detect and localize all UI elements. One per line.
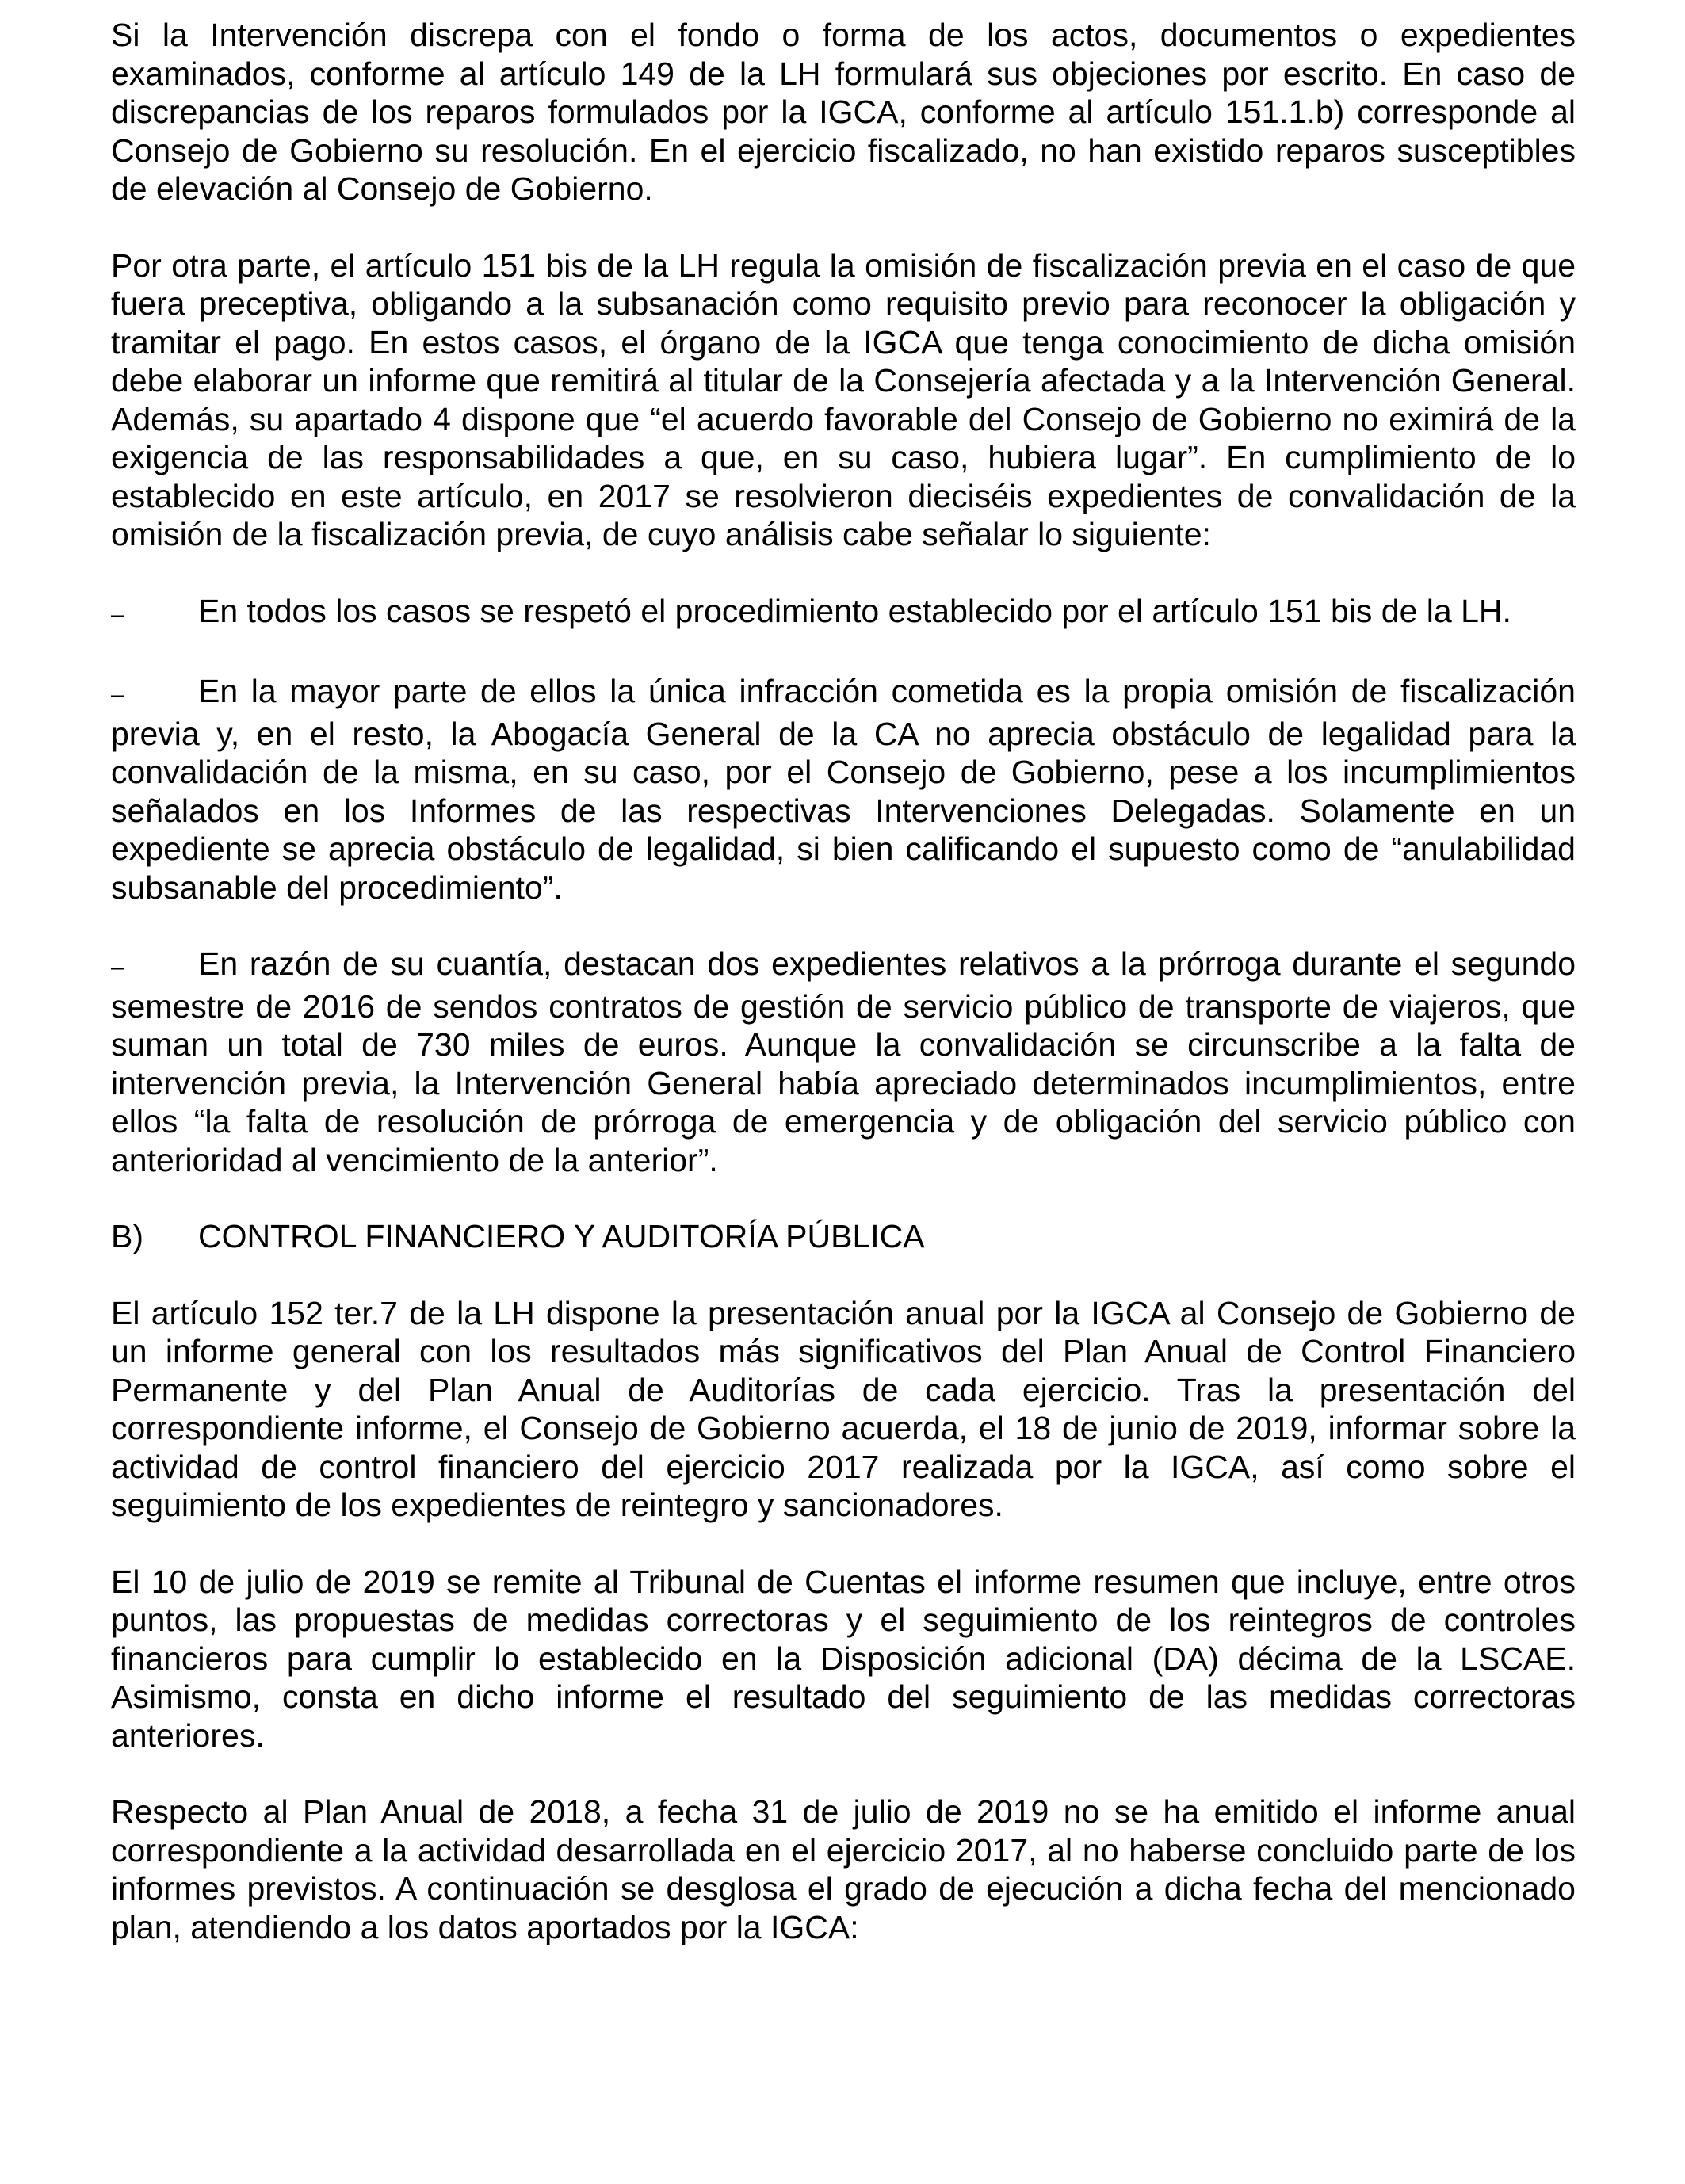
bullet-text: En razón de su cuantía, destacan dos expedientes relativos a la prórroga durante el segundo semestre de 2016 de sendos contratos de gestión de servicio público de transporte de viajeros, que suman un total de 730 miles de euros. Aunque la convalidación se circunscribe a la falta de intervención previa, la Intervención General había apreciado determinados incumplimientos, entre ellos “la falta de resolución de prórroga de emergencia y de obligación del servicio público con anterioridad al vencimiento de la anterior”. — [111, 945, 1576, 1178]
section-title: CONTROL FINANCIERO Y AUDITORÍA PÚBLICA — [198, 1218, 925, 1254]
bullet-dash: – — [111, 682, 124, 708]
list-item — [111, 592, 1576, 635]
bullet-text: En la mayor parte de ellos la única infracción cometida es la propia omisión de fiscalización previa y, en el resto, la Abogacía General de la CA no aprecia obstáculo de legalidad para la convalidación de la misma, en su caso, por el Consejo de Gobierno, pese a los incumplimientos señalados en los Informes de las respectivas Intervenciones Delegadas. Solamente en un expediente se aprecia obstáculo de legalidad, si bien calificando el supuesto como de “anulabilidad subsanable del procedimiento”. — [111, 673, 1576, 906]
section-letter: B) — [111, 1218, 143, 1254]
bullet-text: En todos los casos se respetó el procedimiento establecido por el artículo 151 bis de la LH. — [198, 592, 1511, 629]
paragraph-plan-anual-2018: Respecto al Plan Anual de 2018, a fecha 31 de julio de 2019 no se ha emitido el informe anual correspondiente a la actividad desarrollada en el ejercicio 2017, al no haberse concluido parte de los informes previstos. A continuación se desglosa el grado de ejecución a dicha fecha del mencionado plan, atendiendo a los datos aportados por la IGCA: — [111, 1793, 1576, 1945]
section-heading — [111, 1217, 1576, 1256]
document-page — [111, 16, 1576, 1984]
paragraph-tribunal-cuentas: El 10 de julio de 2019 se remite al Tribunal de Cuentas el informe resumen que incluye, entre otros puntos, las propuestas de medidas correctoras y el seguimiento de los reintegros de controles financieros para cumplir lo establecido en la Disposición adicional (DA) décima de la LSCAE. Asimismo, consta en dicho informe el resultado del seguimiento de las medidas correctoras anteriores. — [111, 1563, 1576, 1754]
bullet-dash: – — [111, 954, 124, 980]
paragraph-articulo-152: El artículo 152 ter.7 de la LH dispone la presentación anual por la IGCA al Consejo de Gobierno de un informe general con los resultados más significativos del Plan Anual de Control Financiero Permanente y del Plan Anual de Auditorías de cada ejercicio. Tras la presentación del correspondiente informe, el Consejo de Gobierno acuerda, el 18 de junio de 2019, informar sobre la actividad de control financiero del ejercicio 2017 realizada por la IGCA, así como sobre el seguimiento de los expedientes de reintegro y sancionadores. — [111, 1294, 1576, 1523]
paragraph-omision-fiscalizacion: Por otra parte, el artículo 151 bis de la LH regula la omisión de fiscalización previa en el caso de que fuera preceptiva, obligando a la subsanación como requisito previo para reconocer la obligación y tramitar el pago. En estos casos, el órgano de la IGCA que tenga conocimiento de dicha omisión debe elaborar un informe que remitirá al titular de la Consejería afectada y a la Intervención General. Además, su apartado 4 dispone que “el acuerdo favorable del Consejo de Gobierno no eximirá de la exigencia de las responsabilidades a que, en su caso, hubiera lugar”. En cumplimiento de lo establecido en este artículo, en 2017 se resolvieron dieciséis expedientes de convalidación de la omisión de la fiscalización previa, de cuyo análisis cabe señalar lo siguiente: — [111, 246, 1576, 552]
list-item — [111, 672, 1576, 907]
list-item — [111, 945, 1576, 1179]
paragraph-discrepancias: Si la Intervención discrepa con el fondo o forma de los actos, documentos o expedientes examinados, conforme al artículo 149 de la LH formulará sus objeciones por escrito. En caso de discrepancias de los reparos formulados por la IGCA, conforme al artículo 151.1.b) corresponde al Consejo de Gobierno su resolución. En el ejercicio fiscalizado, no han existido reparos susceptibles de elevación al Consejo de Gobierno. — [111, 17, 1576, 207]
bullet-dash: – — [111, 601, 124, 628]
